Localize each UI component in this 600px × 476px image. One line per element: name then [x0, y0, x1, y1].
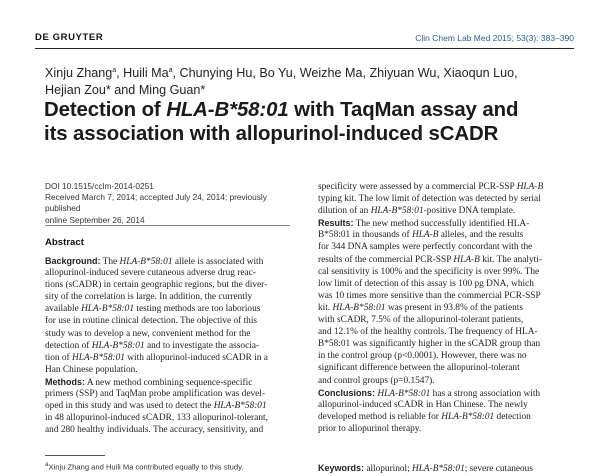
journal-header [0, 30, 600, 48]
abstract-line: for 344 DNA samples were perfectly concordant with the [318, 242, 533, 253]
abstract-line: Results: The new method successfully identified HLA- [318, 218, 530, 230]
abstract-line: oped in this study and was used to detect the HLA-B*58:01 [45, 401, 267, 412]
author-line-2: Hejian Zou* and Ming Guan* [45, 83, 206, 97]
abstract-line: with sCADR, 7.5% of the allopurinol-tolerant patients, [318, 315, 524, 326]
abstract-line: kit. HLA-B*58:01 was present in 93.8% of the patients [318, 302, 524, 313]
abstract-line: Han Chinese population. [45, 364, 138, 375]
abstract-line: allopurinol-induced sCADR in Han Chinese. The newly [318, 399, 528, 410]
abstract-line: allopurinol-induced severe cutaneous adverse drug reac- [45, 268, 256, 279]
title-line-2: its association with allopurinol-induced sCADR [44, 123, 499, 145]
abstract-line: Background: The HLA-B*58:01 allele is associated with [45, 256, 264, 267]
abstract-line: in the control group (p<0.0001). However, there was no [318, 351, 527, 362]
abstract-line: and control groups (p=0.1547). [318, 375, 435, 386]
received-date: Received March 7, 2014; accepted July 24, 2014; previously published [45, 192, 267, 214]
article-meta [45, 181, 295, 226]
header-divider [35, 48, 574, 49]
keywords: Keywords: allopurinol; HLA-B*58:01; severe cutaneous [318, 463, 533, 474]
abstract-line: primers (SSP) and TaqMan probe amplification was devel- [45, 389, 265, 400]
abstract-line: sity of the correlation is large. In addition, the currently [45, 292, 253, 303]
abstract-line: detection of HLA-B*58:01 and to investigate the associa- [45, 340, 260, 351]
abstract-line: B*58:01 was significantly higher in the sCADR group than [318, 339, 541, 350]
footnote: $^a$Xinju Zhang and Huili Ma contributed equally to this study. [45, 461, 244, 472]
online-date: online September 26, 2014 [45, 214, 145, 225]
abstract-line: Conclusions: HLA-B*58:01 has a strong association with [318, 387, 541, 399]
abstract-heading: Abstract [45, 237, 84, 248]
footnote-divider [45, 455, 105, 456]
abstract-line: dilution of an HLA-B*58:01-positive DNA template. [318, 206, 516, 217]
abstract-line: prior to allopurinol therapy. [318, 423, 422, 434]
abstract-line: significant difference between the allopurinol-tolerant [318, 363, 520, 374]
author-list [45, 65, 555, 99]
article-title [44, 98, 574, 146]
abstract-line: low limit of detection of this assay is 100 pg DNA, which [318, 278, 534, 289]
abstract-line: results of the commercial PCR-SSP HLA-B kit. The analyti- [318, 254, 542, 265]
abstract-line: and 12.1% of the healthy controls. The frequency of HLA- [318, 327, 538, 338]
abstract-left-column [45, 255, 290, 436]
abstract-line: for use in routine clinical detection. The objective of this [45, 316, 258, 327]
abstract-line: typing kit. The low limit of detection was detected by serial [318, 194, 541, 205]
abstract-line: and 280 healthy individuals. The accuracy, sensitivity, and [45, 425, 264, 436]
abstract-line: tions (sCADR) in certain geographic regions, but the diver- [45, 280, 268, 291]
abstract-line: developed method is reliable for HLA-B*58:01 detection [318, 411, 531, 422]
abstract-line: available HLA-B*58:01 testing methods are too laborious [45, 304, 261, 315]
abstract-line: Methods: A new method combining sequence-specific [45, 376, 253, 388]
abstract-line: cal sensitivity is 100% and the specificity is over 99%. The [318, 266, 540, 277]
abstract-line: in 48 allopurinol-induced sCADR, 133 allopurinol-tolerant, [45, 413, 268, 424]
publisher-name: DE GRUYTER [35, 32, 104, 43]
abstract-line: was 10 times more sensitive than the commercial PCR-SSP [318, 290, 541, 301]
abstract-right-column [318, 181, 570, 435]
journal-citation-link[interactable]: Clin Chem Lab Med 2015; 53(3): 383–390 [415, 33, 574, 43]
abstract-divider [45, 225, 290, 226]
abstract-line: study was to develop a new, convenient method for the [45, 328, 251, 339]
author-line-1: Xinju Zhang$^a$, Huili Ma$^a$, Chunying Hu, Bo Yu, Weizhe Ma, Zhiyuan Wu, Xiaoqun Luo, [45, 66, 518, 80]
abstract-line: specificity were assessed by a commercial PCR-SSP HLA-B [318, 182, 544, 192]
doi-link[interactable]: DOI 10.1515/cclm-2014-0251 [45, 181, 154, 191]
abstract-line: B*58:01 in thousands of HLA-B alleles, and the results [318, 230, 524, 241]
title-line-1: Detection of HLA-B*58:01 with TaqMan assay and [44, 99, 519, 121]
abstract-line: tion of HLA-B*58:01 with allopurinol-induced sCADR in a [45, 352, 268, 363]
